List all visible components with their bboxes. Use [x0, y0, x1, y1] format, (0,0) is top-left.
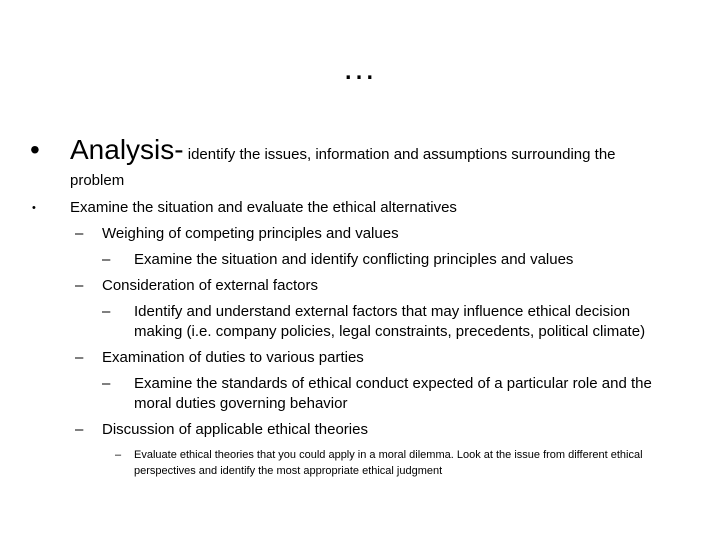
bullet-glyph: •	[30, 134, 40, 165]
slide-title: …	[342, 49, 378, 87]
dash-glyph: –	[102, 375, 111, 392]
sub-sub-item-text: Examine the standards of ethical conduct expected of a particular role and the moral duties governing behavior	[134, 375, 652, 412]
sub-sub-item-external	[30, 302, 680, 342]
bullet-lead-text: Analysis-	[70, 134, 184, 165]
dash-glyph: –	[115, 449, 122, 461]
sub-sub-item-text: Identify and understand external factors that may influence ethical decision making (i.e. company policies, legal constraints, precedents, political climate)	[134, 303, 646, 340]
bullet-examine	[30, 198, 680, 218]
slide-content	[30, 132, 680, 479]
dash-glyph: –	[75, 349, 84, 366]
bullet-glyph: •	[32, 202, 36, 214]
sub-item-theories	[30, 420, 680, 440]
sub-item-duties	[30, 348, 680, 368]
bullet-continuation-text: problem	[70, 172, 125, 189]
sub-item-external	[30, 276, 680, 296]
sub-sub-item-duties	[30, 374, 680, 414]
sub-item-text: Examination of duties to various parties	[102, 349, 364, 366]
sub-item-text: Discussion of applicable ethical theories	[102, 421, 368, 438]
sub-sub-item-weighing	[30, 250, 680, 270]
sub-item-text: Consideration of external factors	[102, 277, 318, 294]
sub-sub-item-theories	[30, 447, 680, 479]
dash-glyph: –	[102, 303, 111, 320]
dash-glyph: –	[75, 277, 84, 294]
dash-glyph: –	[75, 225, 84, 242]
sub-item-weighing	[30, 224, 680, 244]
sub-sub-item-text: Evaluate ethical theories that you could apply in a moral dilemma. Look at the issue from different ethical perspectives and identify the most appropriate ethical judgment	[134, 449, 643, 477]
dash-glyph: –	[75, 421, 84, 438]
bullet-rest-text: identify the issues, information and assumptions surrounding the	[183, 146, 616, 163]
sub-item-text: Weighing of competing principles and values	[102, 225, 399, 242]
bullet-analysis	[30, 132, 680, 191]
bullet-text: Examine the situation and evaluate the ethical alternatives	[70, 199, 457, 216]
sub-sub-item-text: Examine the situation and identify conflicting principles and values	[134, 251, 574, 268]
dash-glyph: –	[102, 251, 111, 268]
